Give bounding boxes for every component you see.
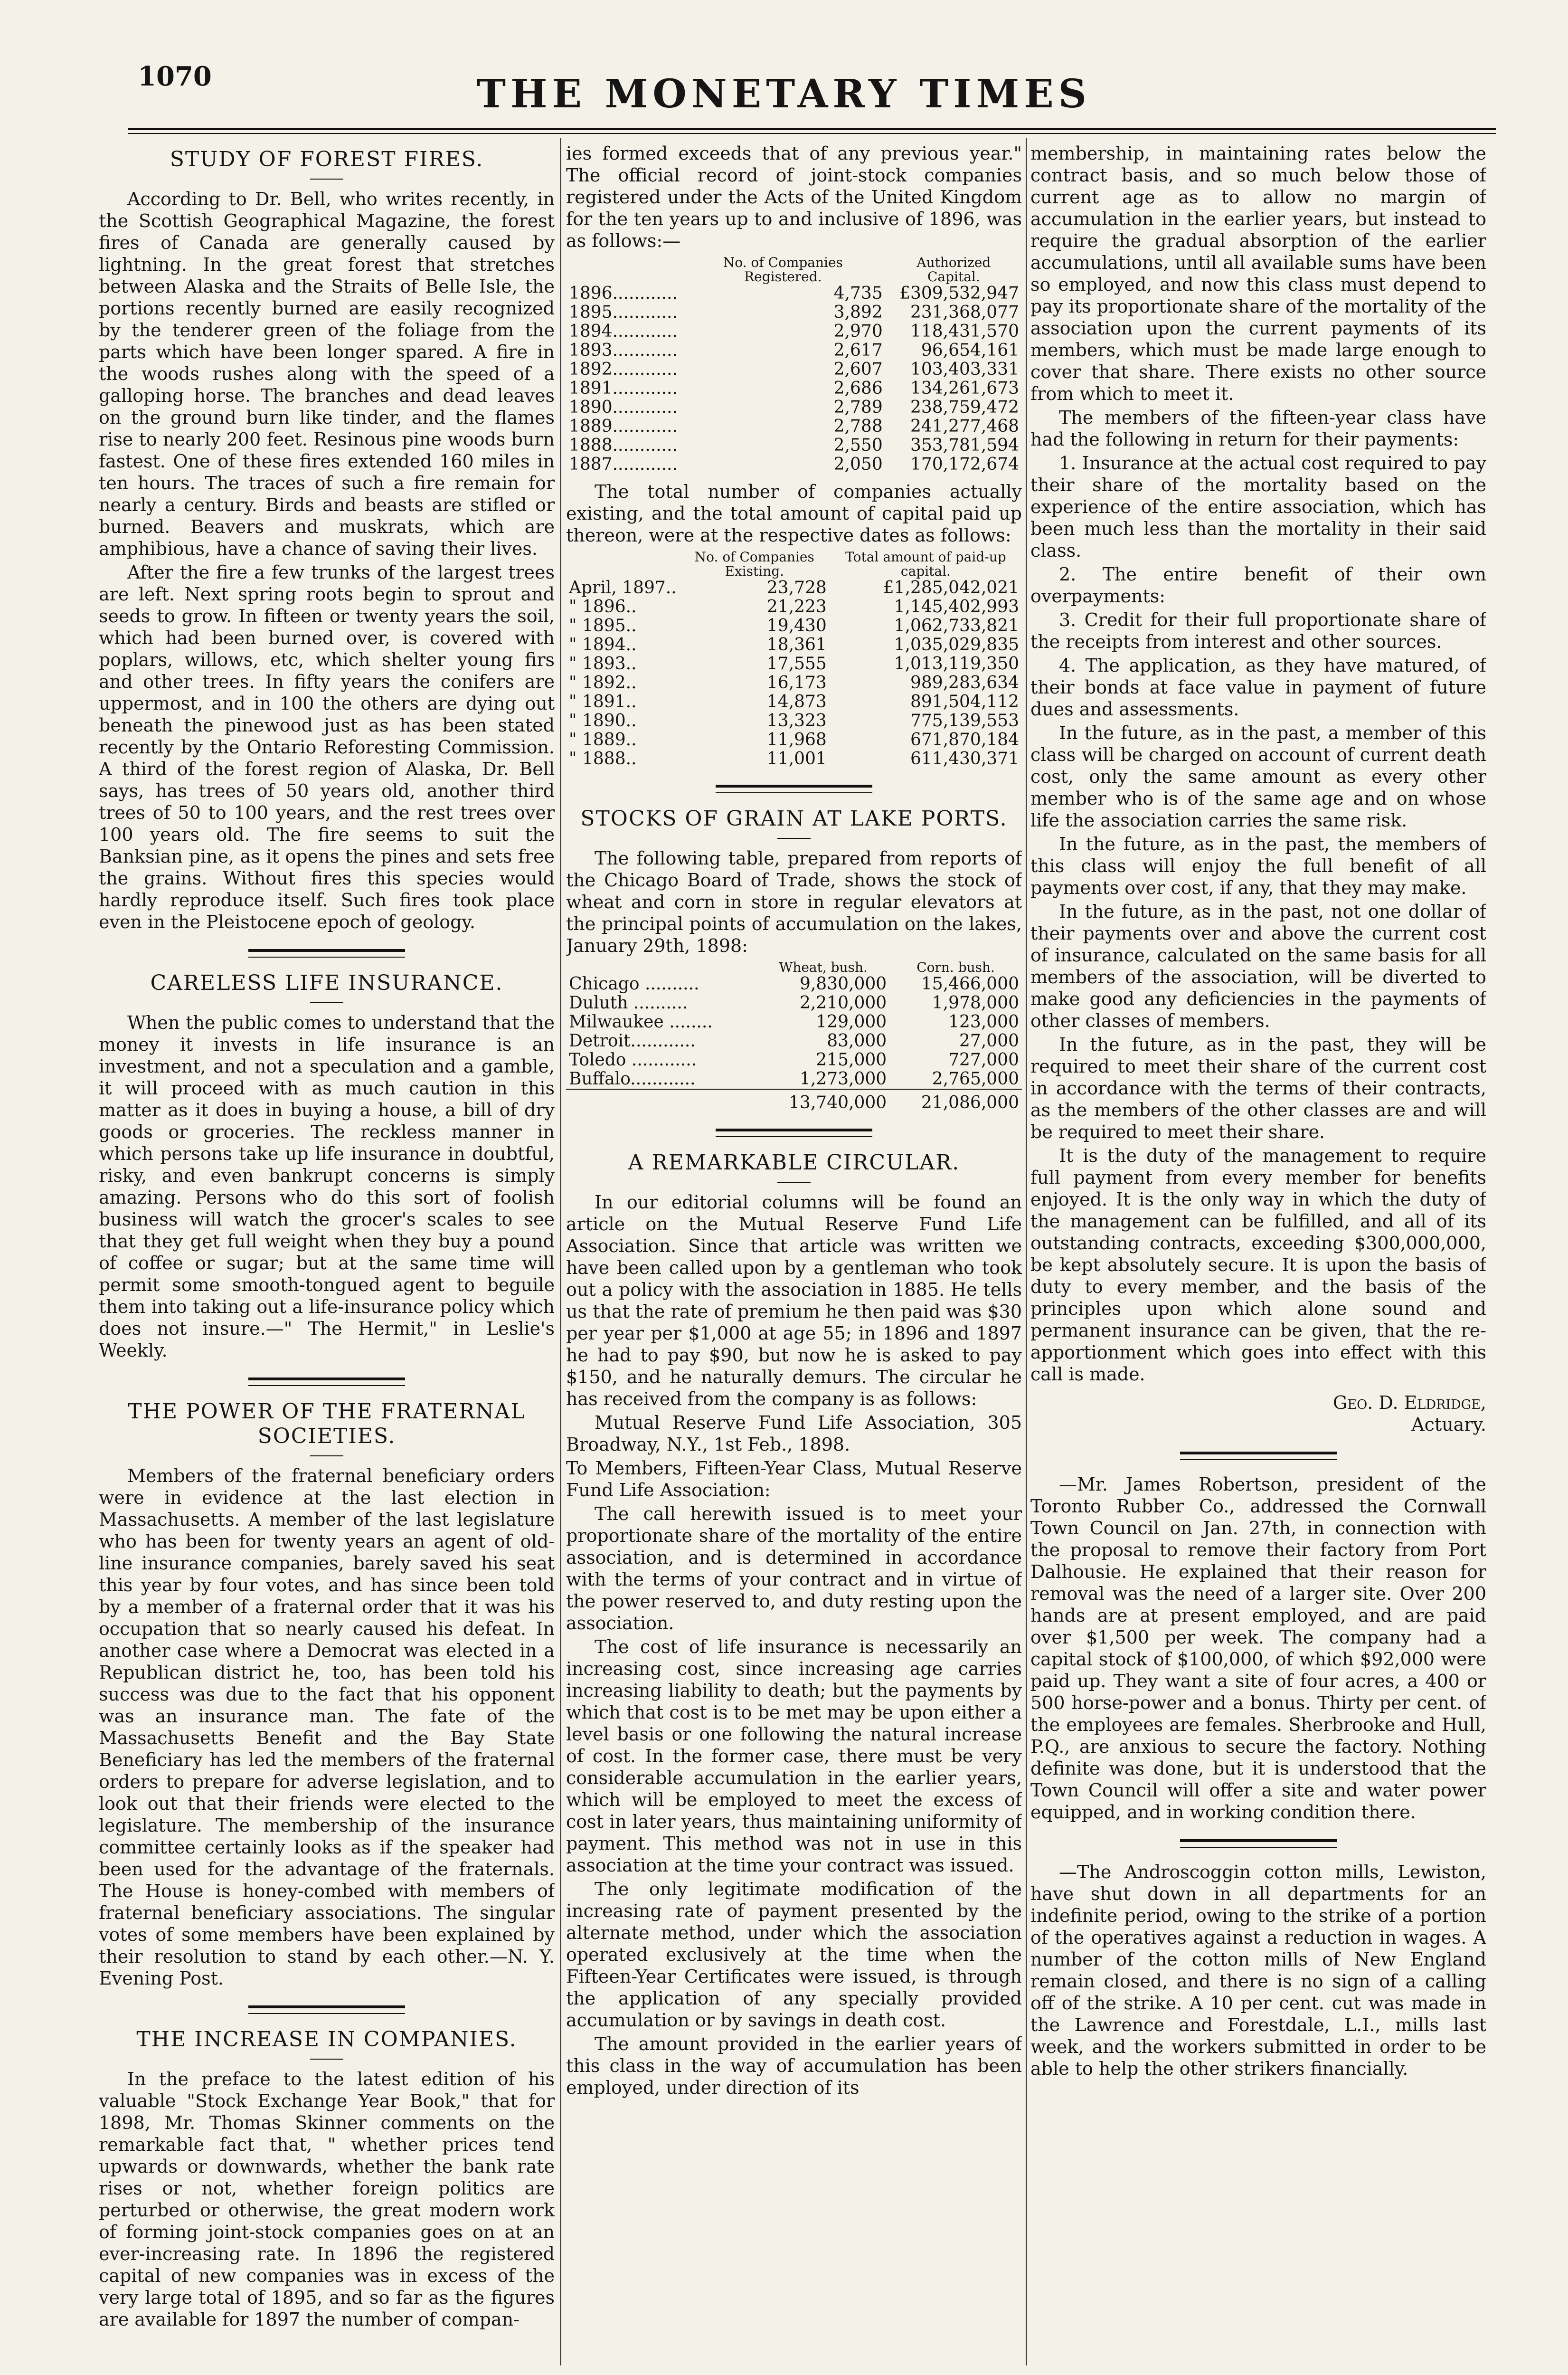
paragraph: ies formed exceeds that of any previous year." The official record of joint-stock companies registered under the Acts of the United Kingdom for the ten years up to and inclusive of 1896, was as follows:— [566, 143, 1022, 251]
paragraph: The amount provided in the earlier years of this class in the way of accumulation has been employed, under direction of its [566, 2033, 1022, 2098]
table-header-cell: Corn. bush. [916, 960, 995, 975]
table-total-row [566, 1089, 1022, 1112]
table-cell: 1893............ [569, 341, 678, 360]
table-cell: 17,555 [766, 654, 827, 674]
table-cell: " 1896.. [569, 597, 637, 617]
table-cell: 1891............ [569, 379, 678, 398]
article-heading-careless-insurance: CARELESS LIFE INSURANCE. [150, 971, 503, 995]
article-heading-grain-stocks: STOCKS OF GRAIN AT LAKE PORTS. [580, 807, 1008, 831]
table-row [566, 379, 1022, 398]
table-cell: 2,607 [833, 360, 883, 379]
table-cell: 1,035,029,835 [894, 635, 1019, 655]
table-cell: £309,532,947 [899, 284, 1019, 303]
article-separator [248, 2005, 405, 2014]
table-header-row [566, 960, 1022, 975]
table-header-cell [566, 550, 680, 579]
table-cell: 891,504,112 [910, 692, 1019, 712]
table-cell: " 1895.. [569, 616, 637, 636]
paragraph: 3. Credit for their full proportionate share of the receipts from interest and other sources. [1030, 609, 1486, 652]
paragraph: After the fire a few trunks of the largest trees are left. Next spring roots begin to sprout and seeds to grow. In fifteen or twenty years the soil, which had been burned over, is covered with poplars, willows, etc, which shelter young firs and other trees. In fifty years the conifers are uppermost, and in 100 the others are dying out beneath the pinewood just as has been stated recently by the Ontario Reforesting Commission. A third of the forest region of Alaska, Dr. Bell says, has trees of 50 years old, another third trees of 50 to 100 years, and the rest trees over 100 years old. The fire seems to suit the Banksian pine, as it opens the pines and sets free the grains. Without fires this species would hardly reproduce itself. Such fires took place even in the Pleistocene epoch of geology. [99, 562, 555, 932]
column-divider [560, 138, 561, 2366]
table-row [566, 674, 1022, 693]
column-1 [99, 142, 555, 2366]
table-cell: 2,617 [833, 341, 883, 360]
heading-dash [310, 1455, 343, 1456]
table-row [566, 436, 1022, 455]
table-cell: 27,000 [959, 1031, 1019, 1051]
table-cell: 2,788 [833, 417, 883, 436]
table-cell: Duluth .......... [569, 993, 688, 1013]
existing-companies-table [566, 550, 1022, 769]
table-cell: " 1891.. [569, 692, 637, 712]
column-divider [1026, 138, 1027, 2366]
table-row [566, 284, 1022, 303]
table-cell: 118,431,570 [910, 322, 1019, 341]
table-cell: 19,430 [766, 616, 827, 636]
table-row [566, 712, 1022, 731]
table-cell [566, 1089, 757, 1112]
table-cell: Milwaukee ........ [569, 1012, 713, 1032]
table-cell: Detroit............ [569, 1031, 696, 1051]
table-header-cell: Wheat, bush. [779, 960, 868, 975]
paragraph: 4. The application, as they have matured, of their bonds at face value in payment of future dues and assessments. [1030, 655, 1486, 720]
table-header-cell: No. of Companies Existing. [694, 549, 814, 579]
table-cell: 1,978,000 [932, 993, 1019, 1013]
table-cell: 2,550 [833, 436, 883, 455]
heading-dash [310, 179, 343, 180]
paragraph: The cost of life insurance is necessarily an increasing cost, since increasing age carries increasing liability to death; but the payments by which that cost is to be met may be upon either a level basis or one following the natural increase of cost. In the former case, there must be very considerable accumulation in the earlier years, which will be employed to meet the excess of cost in later years, thus maintaining uniformity of payment. This method was not in use in this association at the time your contract was issued. [566, 1636, 1022, 1876]
table-cell: 103,403,331 [910, 360, 1019, 379]
table-header-cell: Total amount of paid-up capital. [845, 549, 1006, 579]
table-cell: 353,781,594 [910, 436, 1019, 455]
circular-salutation: To Members, Fifteen-Year Class, Mutual Reserve Fund Life Association: [566, 1458, 1022, 1501]
table-cell: 14,873 [766, 692, 827, 712]
table-cell: 2,050 [833, 455, 883, 474]
heading-dash [310, 1002, 343, 1003]
article-separator [248, 949, 405, 958]
paragraph: When the public comes to understand that the money it invests in life insurance is an investment, and not a speculation and a gamble, it will proceed with as much caution in this matter as it does in buying a house, a bill of dry goods or groceries. The reckless manner in which persons take up life insurance in doubtful, risky, and even bankrupt concerns is simply amazing. Persons who do this sort of foolish business will watch the grocer's scales to see that they get full weight when they buy a pound of coffee or sugar; but at the same time will permit some smooth-tongued agent to beguile them into taking out a life-insurance policy which does not insure.—" The Hermit," in Leslie's Weekly. [99, 1012, 555, 1361]
table-cell: " 1889.. [569, 730, 637, 750]
table-row [566, 975, 1022, 994]
table-cell: 2,765,000 [932, 1069, 1019, 1089]
table-cell: 11,001 [766, 749, 827, 769]
table-cell: 241,277,468 [910, 417, 1019, 436]
paragraph: In the future, as in the past, not one dollar of their payments over and above the current cost of insurance, calculated on the same basis for all members of the association, will be diverted to make good any deficiencies in the payments of other classes of members. [1030, 901, 1486, 1031]
paragraph: According to Dr. Bell, who writes recently, in the Scottish Geographical Magazine, the forest fires of Canada are generally caused by lightning. In the great forest that stretches between Alaska and the Straits of Belle Isle, the portions recently burned are easily recognized by the tenderer green of the foliage from the parts which have been longer spared. A fire in the woods rushes along with the speed of a galloping horse. The branches and dead leaves on the ground burn like tinder, and the flames rise to nearly 200 feet. Resinous pine woods burn fastest. One of these fires extended 160 miles in ten hours. The traces of such a fire remain for nearly a century. Birds and beasts are stifled or burned. Beavers and muskrats, which are amphibious, have a chance of saving their lives. [99, 189, 555, 559]
table-cell: " 1894.. [569, 635, 637, 655]
paragraph: 2. The entire benefit of their own overpayments: [1030, 564, 1486, 607]
signature-block [1030, 1392, 1486, 1435]
table-row [566, 731, 1022, 750]
table-row [566, 636, 1022, 655]
paragraph: 1. Insurance at the actual cost required to pay their share of the mortality based on the experience of the entire association, which has been much less than the mortality in their said class. [1030, 453, 1486, 561]
table-cell: 1890............ [569, 398, 678, 417]
table-cell: 4,735 [833, 284, 883, 303]
table-cell: 1894............ [569, 322, 678, 341]
table-cell: " 1893.. [569, 654, 637, 674]
circular-address: Mutual Reserve Fund Life Association, 305 Broadway, N.Y., 1st Feb., 1898. [566, 1412, 1022, 1455]
table-cell: 16,173 [766, 673, 827, 693]
table-cell: Buffalo............ [569, 1069, 696, 1089]
table-row [566, 693, 1022, 712]
table-cell: 9,830,000 [799, 974, 887, 994]
table-header-row [566, 256, 1022, 284]
table-cell: 1,013,119,350 [894, 654, 1019, 674]
table-cell: £1,285,042,021 [883, 578, 1019, 598]
table-cell: 1896............ [569, 284, 678, 303]
column-2 [566, 142, 1022, 2366]
table-cell: 15,466,000 [921, 974, 1019, 994]
table-header-cell [566, 960, 757, 975]
paragraph: The total number of companies actually existing, and the total amount of capital paid up thereon, were at the respective dates as follows: [566, 481, 1022, 546]
signature-name: Geo. D. Eldridge, [1333, 1392, 1486, 1413]
table-row [566, 598, 1022, 617]
masthead-title: THE MONETARY TIMES [477, 71, 1091, 117]
table-header-cell [566, 256, 680, 284]
table-row [566, 303, 1022, 322]
table-cell: 83,000 [827, 1031, 887, 1051]
table-row [566, 655, 1022, 674]
table-row [566, 417, 1022, 436]
paragraph: The members of the fifteen-year class have had the following in return for their payments: [1030, 407, 1486, 450]
table-row [566, 1051, 1022, 1070]
table-cell: 13,740,000 [757, 1089, 889, 1112]
table-cell: 2,970 [833, 322, 883, 341]
paragraph: membership, in maintaining rates below the contract basis, and so much below those of current age as to allow no margin of accumulation in the earlier years, but instead to require the gradual absorption of the earlier accumulations, until all available sums have been so employed, and now this class must depend to pay its proportionate share of the mortality of the association upon the current payments of its members, which must be made large enough to cover that share. There exists no other source from which to meet it. [1030, 143, 1486, 404]
signature-title: Actuary. [1411, 1414, 1486, 1435]
table-cell: 989,283,634 [910, 673, 1019, 693]
news-item-robertson: —Mr. James Robertson, president of the Toronto Rubber Co., addressed the Cornwall Town Council on Jan. 27th, in connection with the proposal to remove their factory from Port Dalhousie. He explained that their reason for removal was the need of a larger site. Over 200 hands are at present employed, and are paid over $1,500 per week. The company had a capital stock of $100,000, of which $92,000 were paid up. They want a site of four acres, a 400 or 500 horse-power and a bonus. Thirty per cent. of the employees are females. Sherbrooke and Hull, P.Q., are anxious to secure the factory. Nothing definite was done, but it is understood that the Town Council will offer a site and water power equipped, and in working condition there. [1030, 1474, 1486, 1823]
header-rule [128, 128, 1496, 134]
table-cell: 727,000 [948, 1050, 1019, 1070]
table-cell: 21,086,000 [889, 1089, 1022, 1112]
table-cell: Toledo ............ [569, 1050, 697, 1070]
table-cell: 2,686 [833, 379, 883, 398]
table-header-row [566, 550, 1022, 579]
table-header-cell: No. of Companies Registered. [723, 255, 843, 285]
paragraph: In the preface to the latest edition of his valuable "Stock Exchange Year Book," that for 1898, Mr. Thomas Skinner comments on the remarkable fact that, " whether prices tend upwards or downwards, whether the bank rate rises or not, whether foreign politics are perturbed or otherwise, the great modern work of forming joint-stock companies goes on at an ever-increasing rate. In 1896 the registered capital of new companies was in excess of the very large total of 1895, and so far as the figures are available for 1897 the number of compan- [99, 2069, 555, 2330]
paragraph: In our editorial columns will be found an article on the Mutual Reserve Fund Life Association. Since that article was written we have been called upon by a gentleman who took out a policy with the association in 1885. He tells us that the rate of premium he then paid was $30 per year per $1,000 at age 55; in 1896 and 1897 he had to pay $90, but now he is asked to pay $150, and he naturally demurs. The circular he has received from the company is as follows: [566, 1192, 1022, 1409]
heading-dash [310, 2059, 343, 2060]
article-separator [248, 1378, 405, 1386]
table-cell: April, 1897.. [569, 578, 677, 598]
paragraph: Members of the fraternal beneficiary orders were in evidence at the last election in Massachusetts. A member of the last legislature who has been for twenty years an agent of old-line insurance companies, barely saved his seat this year by four votes, and has since been told by a member of a fraternal order that it was his occupation that so nearly caused his defeat. In another case where a Democrat was elected in a Republican district he, too, has been told his success was due to the fact that his opponent was an insurance man. The fate of the Massachusetts Benefit and the Bay State Beneficiary has led the members of the fraternal orders to prepare for adverse legislation, and to look out that their friends were elected to the legislature. The membership of the insurance committee certainly looks as if the speaker had been used for the advantage of the fraternals. The House is honey-combed with members of fraternal beneficiary associations. The singular votes of some members have been explained by their resolution to stand by each other.—N. Y. Evening Post. [99, 1465, 555, 1989]
article-separator [1180, 1839, 1337, 1848]
table-cell: 13,323 [766, 711, 827, 731]
article-heading-increase-companies: THE INCREASE IN COMPANIES. [136, 2027, 517, 2052]
column-3 [1030, 142, 1486, 2366]
table-cell: 231,368,077 [910, 303, 1019, 322]
table-row [566, 322, 1022, 341]
table-cell: 3,892 [833, 303, 883, 322]
article-separator [1180, 1452, 1337, 1460]
table-row [566, 994, 1022, 1013]
paragraph: In the future, as in the past, a member of this class will be charged on account of current death cost, only the same amount as every other member who is of the same age and on whose life the association carries the same risk. [1030, 722, 1486, 831]
article-heading-fraternal-societies: THE POWER OF THE FRATERNAL SOCIETIES. [128, 1399, 526, 1448]
table-cell: 1895............ [569, 303, 678, 322]
table-cell: 11,968 [766, 730, 827, 750]
heading-dash [777, 838, 811, 839]
table-cell: 1889............ [569, 417, 678, 436]
table-cell: 2,789 [833, 398, 883, 417]
table-row [566, 455, 1022, 474]
table-cell: 1,145,402,993 [894, 597, 1019, 617]
paragraph: In the future, as in the past, the members of this class will enjoy the full benefit of all payments over cost, if any, that they may make. [1030, 834, 1486, 898]
table-row [566, 617, 1022, 636]
table-row [566, 1013, 1022, 1032]
table-cell: 775,139,553 [910, 711, 1019, 731]
table-cell: 1,273,000 [799, 1069, 887, 1089]
table-cell: " 1890.. [569, 711, 637, 731]
table-cell: 134,261,673 [910, 379, 1019, 398]
paragraph: In the future, as in the past, they will be required to meet their share of the current cost in accordance with the terms of their contracts, as the members of the other classes are and will be required to meet their share. [1030, 1034, 1486, 1142]
table-cell: 671,870,184 [910, 730, 1019, 750]
table-row [566, 398, 1022, 417]
table-row [566, 750, 1022, 769]
article-separator [716, 785, 872, 793]
article-separator [716, 1129, 872, 1137]
table-cell: 1888............ [569, 436, 678, 455]
table-cell: 2,210,000 [799, 993, 887, 1013]
table-cell: 123,000 [948, 1012, 1019, 1032]
table-row [566, 1032, 1022, 1051]
article-heading-forest-fires: STUDY OF FOREST FIRES. [170, 147, 484, 171]
table-cell: 129,000 [816, 1012, 887, 1032]
table-row [566, 579, 1022, 598]
table-row [566, 360, 1022, 379]
paragraph: The call herewith issued is to meet your proportionate share of the mortality of the entire association, and is determined in accordance with the terms of your contract and in virtue of the power reserved to, and duty resting upon the association. [566, 1503, 1022, 1634]
table-cell: " 1892.. [569, 673, 637, 693]
table-header-cell: Authorized Capital. [916, 255, 991, 285]
grain-stocks-table [566, 960, 1022, 1112]
table-cell: 1887............ [569, 455, 678, 474]
table-cell: 215,000 [816, 1050, 887, 1070]
news-item-androscoggin: —The Androscoggin cotton mills, Lewiston, have shut down in all departments for an indefinite period, owing to the strike of a portion of the operatives against a reduction in wages. A number of the cotton mills of New England remain closed, and there is no sign of a calling off of the strike. A 10 per cent. cut was made in the Lawrence and Forestdale, L.I., mills last week, and the workers submitted in order to be able to help the other strikers financially. [1030, 1862, 1486, 2079]
page-number: 1070 [138, 61, 212, 92]
heading-dash [777, 1182, 811, 1183]
registered-companies-table [566, 256, 1022, 474]
paragraph: The following table, prepared from reports of the Chicago Board of Trade, shows the stock of wheat and corn in store in regular elevators at the principal points of accumulation on the lakes, January 29th, 1898: [566, 848, 1022, 956]
table-cell: 1,062,733,821 [894, 616, 1019, 636]
table-row [566, 1070, 1022, 1089]
table-cell: " 1888.. [569, 749, 637, 769]
paragraph: It is the duty of the management to require full payment from every member for benefits enjoyed. It is the only way in which the duty of the management can be fulfilled, and all of its outstanding contracts, exceeding $300,000,000, be kept absolutely secure. It is upon the basis of duty to every member, and the basis of the principles upon which alone sound and permanent insurance can be given, that the re-apportionment which goes into effect with this call is made. [1030, 1145, 1486, 1385]
paragraph: The only legitimate modification of the increasing rate of payment presented by the alternate method, under which the association operated exclusively at the time when the Fifteen-Year Certificates were issued, is through the application of any specially provided accumulation or by savings in death cost. [566, 1879, 1022, 2031]
table-row [566, 341, 1022, 360]
article-heading-remarkable-circular: A REMARKABLE CIRCULAR. [628, 1150, 960, 1175]
table-cell: Chicago .......... [569, 974, 699, 994]
table-cell: 96,654,161 [921, 341, 1019, 360]
table-cell: 238,759,472 [910, 398, 1019, 417]
table-cell: 611,430,371 [910, 749, 1019, 769]
table-cell: 21,223 [766, 597, 827, 617]
table-cell: 170,172,674 [910, 455, 1019, 474]
table-cell: 1892............ [569, 360, 678, 379]
table-cell: 23,728 [766, 578, 827, 598]
table-cell: 18,361 [766, 635, 827, 655]
